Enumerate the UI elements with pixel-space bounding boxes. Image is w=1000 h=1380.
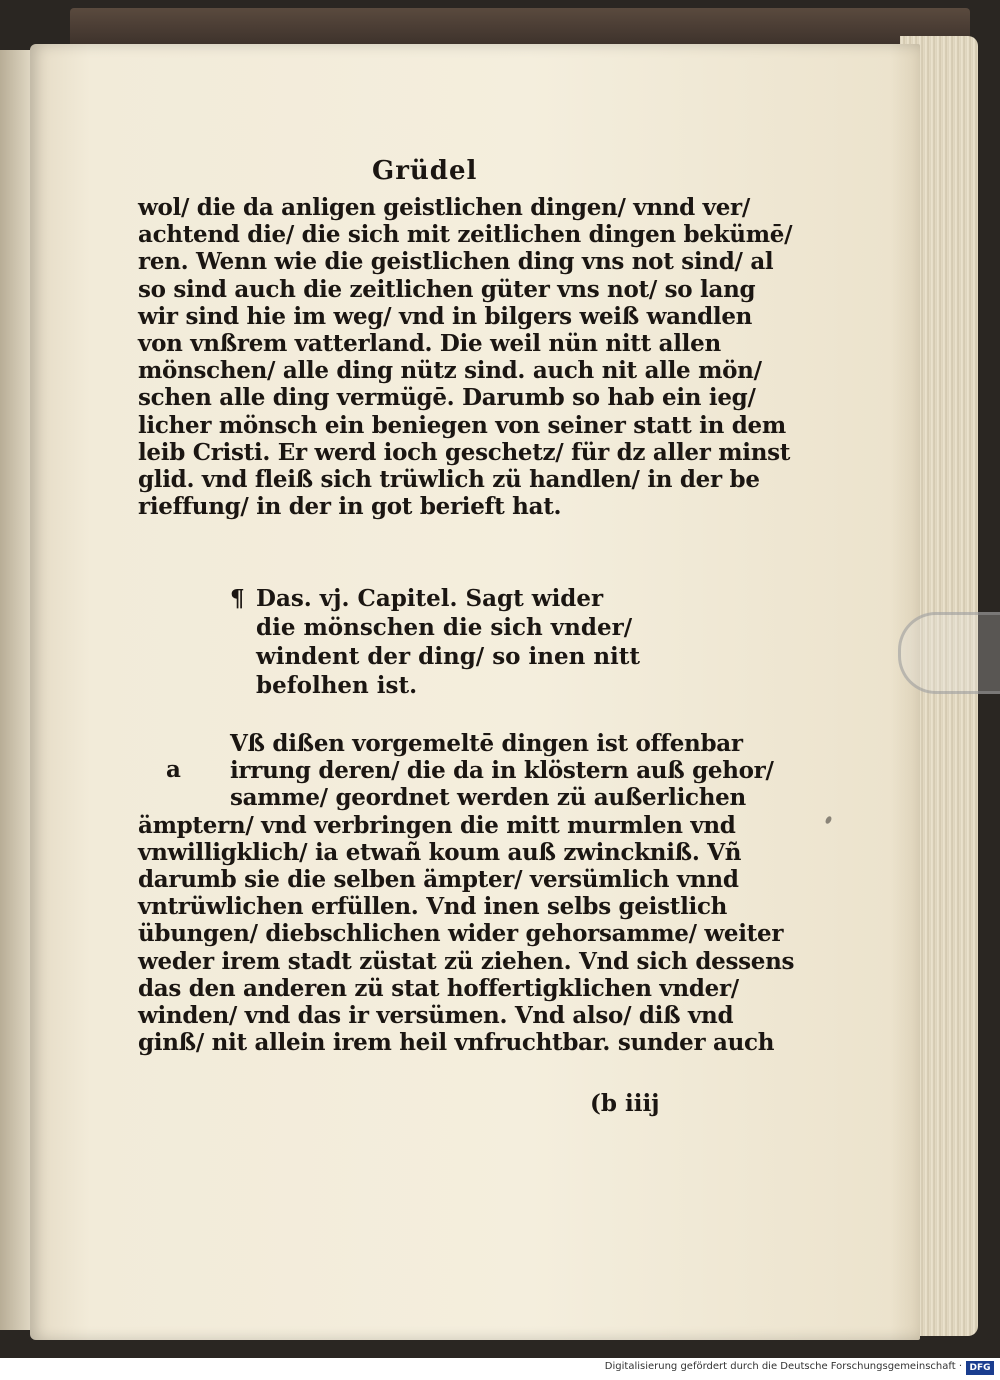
text-line: schen alle ding vermügē. Darumb so hab ein ieg/ bbox=[138, 384, 756, 412]
heading-text: Das. vj. Capitel. Sagt wider bbox=[256, 585, 604, 612]
pilcrow-mark: ¶ bbox=[230, 585, 245, 612]
funding-credit: Digitalisierung gefördert durch die Deutsche Forschungsgemeinschaft · bbox=[604, 1361, 962, 1372]
text-line: ämptern/ vnd verbringen die mitt murmlen vnd bbox=[138, 811, 736, 839]
text-line: achtend die/ die sich mit zeitlichen dingen bekümē/ bbox=[138, 221, 793, 249]
heading-line: die mönschen die sich vnder/ bbox=[256, 614, 633, 641]
page-clip bbox=[898, 612, 1000, 694]
text-line: vntrüwlichen erfüllen. Vnd inen selbs geistlich bbox=[138, 893, 728, 921]
heading-line: windent der ding/ so inen nitt bbox=[256, 643, 641, 670]
text-line: wol/ die da anligen geistlichen dingen/ vnnd ver/ bbox=[138, 194, 750, 221]
left-page-edge bbox=[0, 50, 34, 1330]
marginal-letter: a bbox=[166, 756, 181, 783]
heading-line: befolhen ist. bbox=[256, 672, 418, 699]
text-line: leib Cristi. Er werd ioch geschetz/ für dz aller minst bbox=[138, 438, 791, 466]
text-line: winden/ vnd das ir versümen. Vnd also/ diß vnd bbox=[138, 1002, 734, 1030]
book-cover-top bbox=[70, 8, 970, 48]
text-line: glid. vnd fleiß sich trüwlich zü handlen/ in der be bbox=[138, 466, 760, 494]
text-line: irrung deren/ die da in klöstern auß gehor/ bbox=[230, 757, 774, 785]
text-line: das den anderen zü stat hoffertigklichen vnder/ bbox=[138, 974, 739, 1002]
chapter-heading bbox=[230, 584, 641, 700]
paragraph-2 bbox=[138, 730, 795, 1057]
signature-mark: (b iiij bbox=[590, 1090, 660, 1117]
heading-line bbox=[230, 584, 630, 613]
running-head: Grüdel bbox=[372, 156, 478, 186]
text-line: mönschen/ alle ding nütz sind. auch nit alle mön/ bbox=[138, 357, 762, 385]
text-line: übungen/ diebschlichen wider gehorsamme/ weiter bbox=[138, 920, 784, 948]
text-line: Vß dißen vorgemeltē dingen ist offenbar bbox=[230, 730, 743, 757]
text-line: wir sind hie im weg/ vnd in bilgers weiß wandlen bbox=[138, 302, 753, 330]
text-line: von vnßrem vatterland. Die weil nün nitt allen bbox=[138, 330, 721, 358]
paragraph-1 bbox=[138, 194, 793, 521]
dfg-logo: DFG bbox=[966, 1361, 994, 1375]
text-line: so sind auch die zeitlichen güter vns not/ so lang bbox=[138, 275, 756, 303]
text-line: licher mönsch ein beniegen von seiner statt in dem bbox=[138, 411, 786, 439]
text-line: vnwilligklich/ ia etwañ koum auß zwinckniß. Vñ bbox=[138, 838, 742, 866]
text-line: ren. Wenn wie die geistlichen ding vns not sind/ al bbox=[138, 248, 774, 276]
text-line: weder irem stadt züstat zü ziehen. Vnd sich dessens bbox=[138, 947, 795, 975]
text-line: darumb sie die selben ämpter/ versümlich vnnd bbox=[138, 866, 739, 894]
text-line: rieffung/ in der in got berieft hat. bbox=[138, 493, 562, 521]
text-line: samme/ geordnet werden zü außerlichen bbox=[230, 784, 746, 812]
text-line: ginß/ nit allein irem heil vnfruchtbar. sunder auch bbox=[138, 1029, 775, 1057]
